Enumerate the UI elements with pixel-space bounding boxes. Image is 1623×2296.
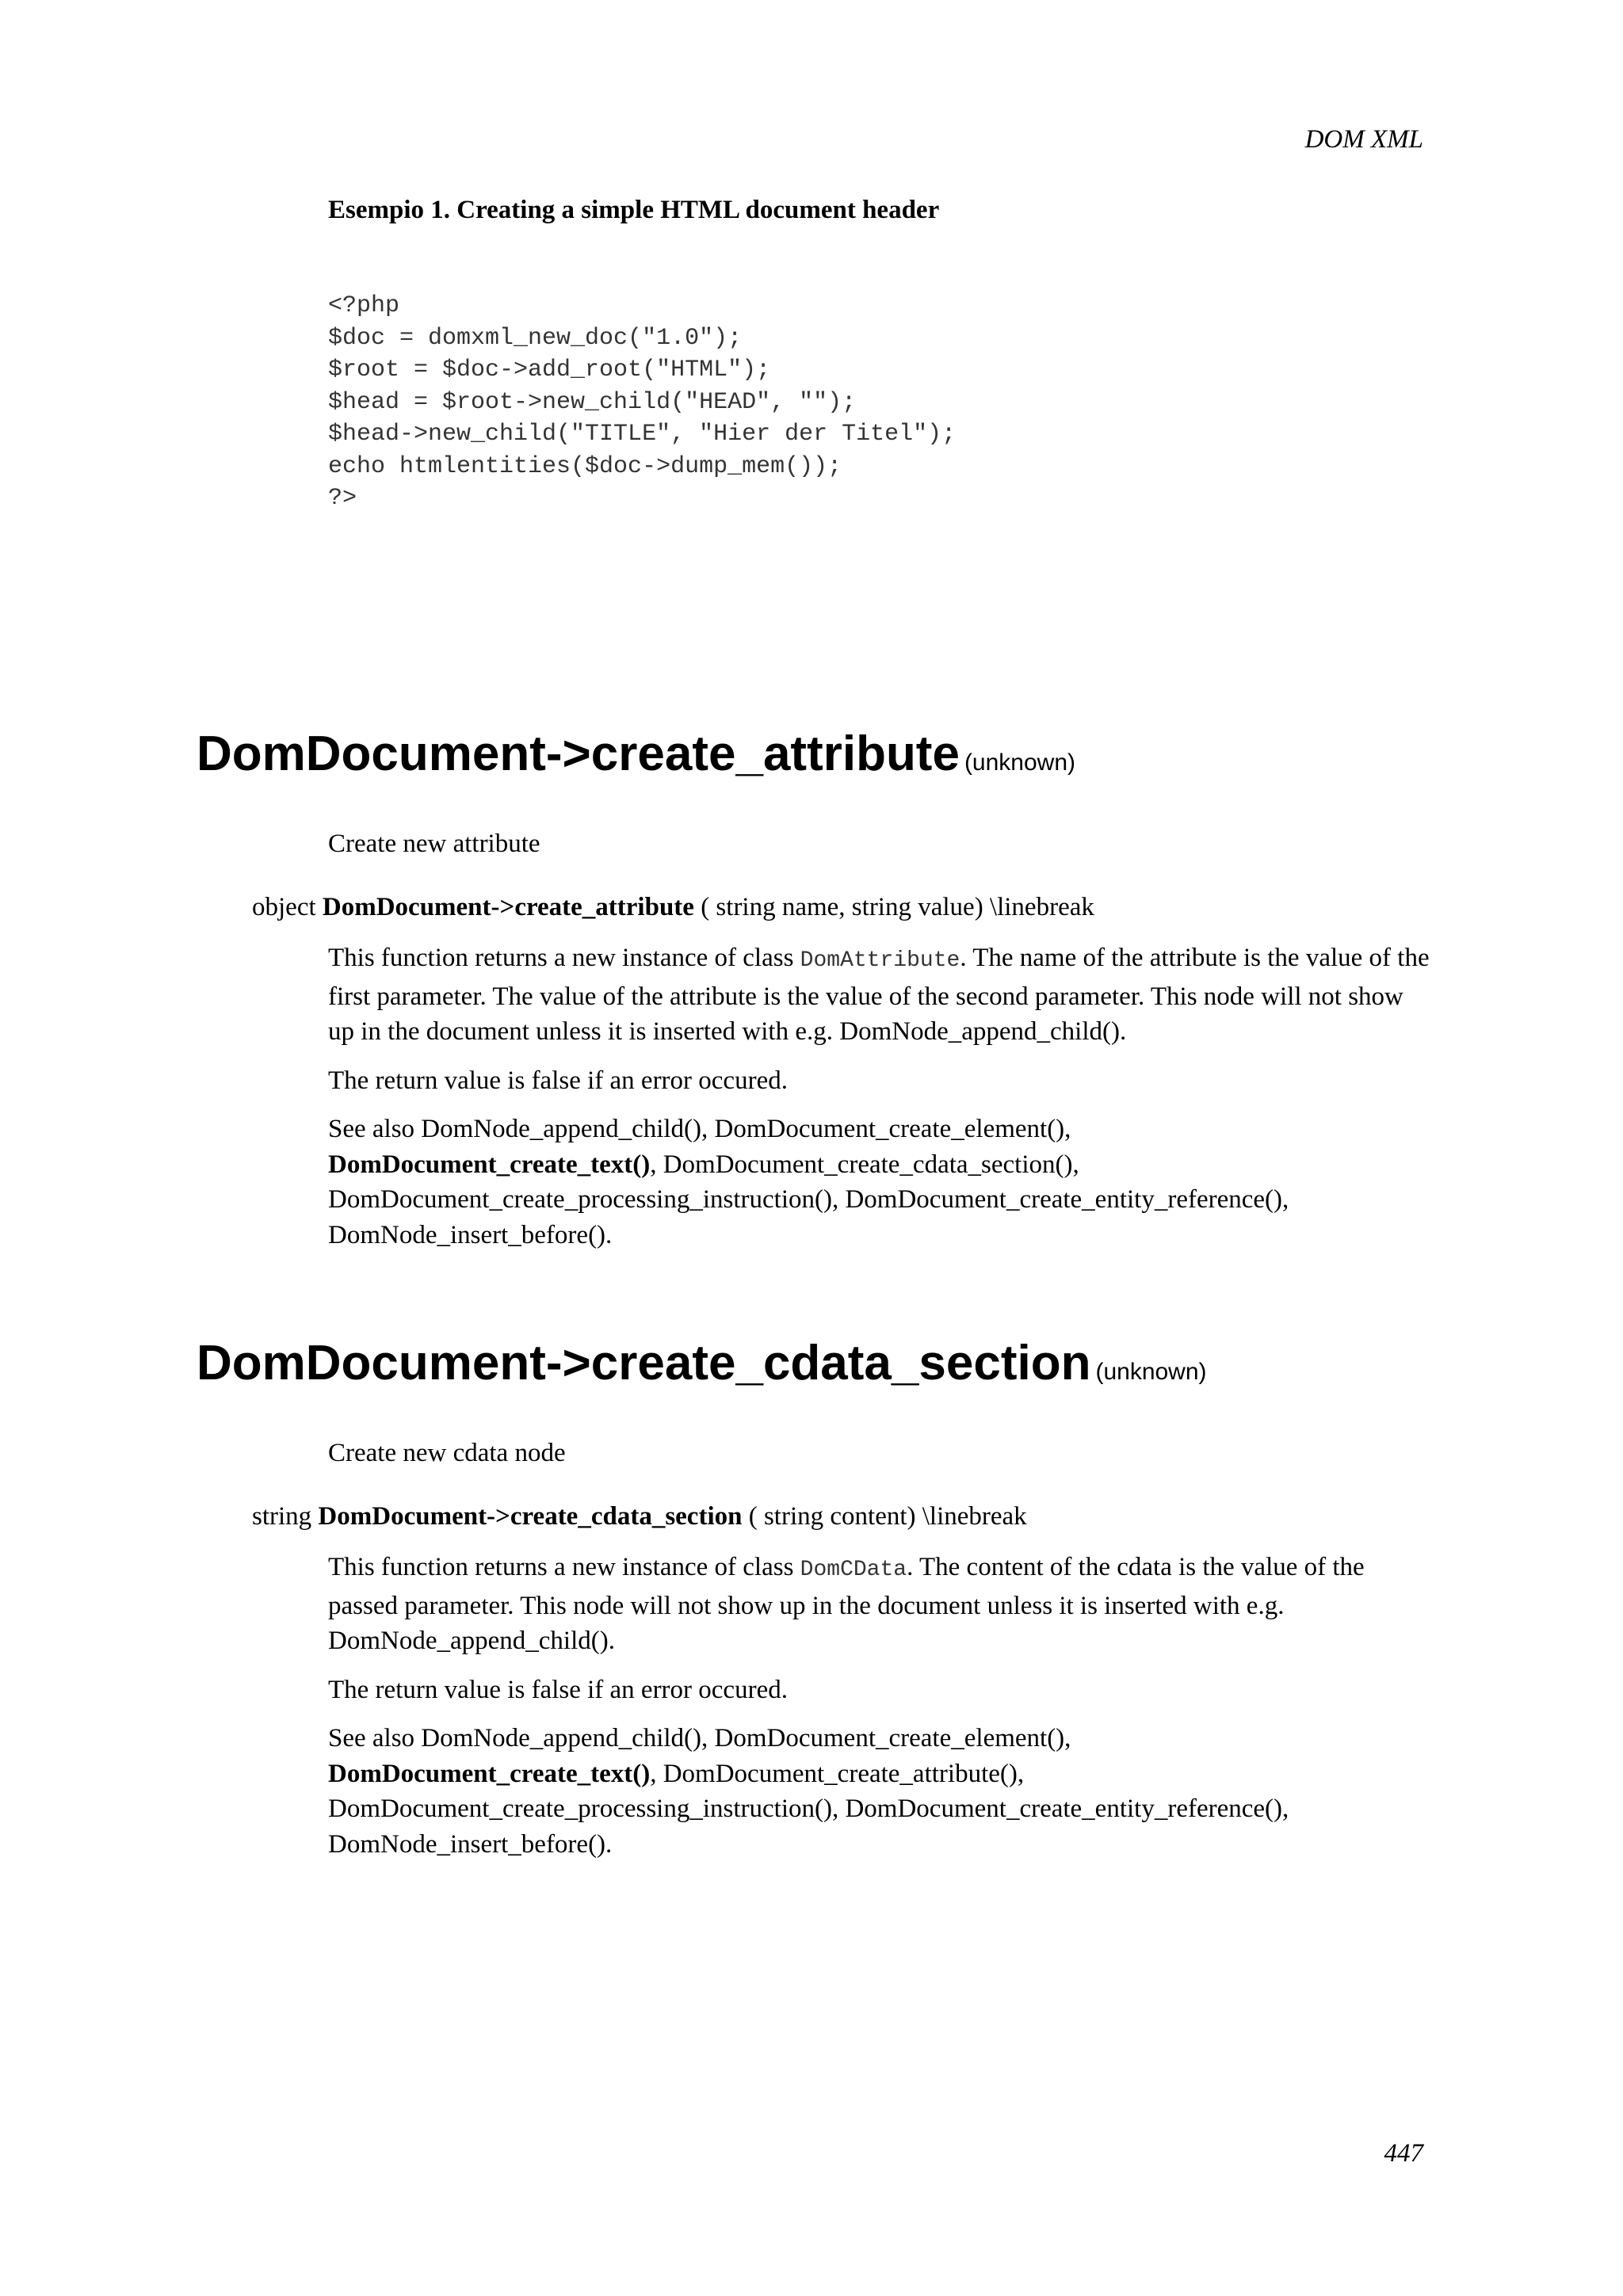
- see-also-bold-link: DomDocument_create_text(): [328, 1759, 651, 1788]
- see-also-paragraph: [328, 1112, 1430, 1253]
- function-name: DomDocument->create_attribute: [322, 893, 694, 921]
- see-also-bold-link: DomDocument_create_text(): [328, 1150, 651, 1179]
- class-name: DomAttribute: [800, 948, 960, 973]
- section-heading: [197, 1336, 1207, 1390]
- description-paragraph: [328, 1550, 1430, 1659]
- function-synopsis: [252, 893, 1094, 922]
- page-number: 447: [1384, 2139, 1423, 2168]
- running-header: DOM XML: [1304, 125, 1423, 154]
- function-params: ( string name, string value) \linebreak: [701, 893, 1094, 921]
- code-example: <?php $doc = domxml_new_doc("1.0"); $root = $doc->add_root("HTML"); $head = $root->new_child("HEAD", ""); $head->new_child("TITLE", "Hier der Titel"); echo htmlentities($doc->dump_mem()); ?>: [328, 292, 957, 512]
- function-name: DomDocument->create_cdata_section: [318, 1502, 743, 1531]
- return-type: string: [252, 1502, 312, 1531]
- description: [328, 940, 1430, 1266]
- desc-text-cont: . The content of the cdata is the value of the passed parameter. This node will not show up in the document unless it is inserted with e.g. DomNode_append_child().: [328, 1553, 1365, 1655]
- section-heading-text: DomDocument->create_attribute: [197, 727, 960, 781]
- see-also-paragraph: [328, 1721, 1430, 1862]
- description-paragraph: [328, 940, 1430, 1050]
- desc-text: This function returns a new instance of class: [328, 1553, 800, 1581]
- see-also-text-cont: , DomDocument_create_cdata_section(), DomDocument_create_processing_instruction(), DomDocument_create_entity_reference(), DomNode_insert_before().: [328, 1150, 1289, 1249]
- see-also-text: See also DomNode_append_child(), DomDocument_create_element(),: [328, 1724, 1071, 1753]
- description: [328, 1550, 1430, 1875]
- return-type: object: [252, 893, 316, 921]
- see-also-text: See also DomNode_append_child(), DomDocument_create_element(),: [328, 1115, 1071, 1143]
- return-value-paragraph: The return value is false if an error occured.: [328, 1066, 788, 1095]
- function-synopsis: [252, 1502, 1027, 1531]
- class-name: DomCData: [800, 1558, 907, 1582]
- status-label: (unknown): [1095, 1359, 1207, 1385]
- see-also-text-cont: , DomDocument_create_attribute(), DomDocument_create_processing_instruction(), DomDocument_create_entity_reference(), DomNode_insert_before().: [328, 1759, 1289, 1859]
- purpose-text: Create new attribute: [328, 830, 540, 858]
- desc-text-cont: . The name of the attribute is the value of the first parameter. The value of the attribute is the value of the second parameter. This node will not show up in the document unless it is inserted with e.g. DomNode_append_child().: [328, 944, 1430, 1046]
- section-heading: [197, 727, 1076, 781]
- purpose-text: Create new cdata node: [328, 1439, 566, 1467]
- desc-text: This function returns a new instance of class: [328, 944, 800, 972]
- status-label: (unknown): [964, 749, 1076, 776]
- function-params: ( string content) \linebreak: [748, 1502, 1027, 1531]
- section-heading-text: DomDocument->create_cdata_section: [197, 1336, 1091, 1390]
- example-title: Esempio 1. Creating a simple HTML document header: [328, 196, 940, 224]
- return-value-paragraph: The return value is false if an error occured.: [328, 1675, 788, 1704]
